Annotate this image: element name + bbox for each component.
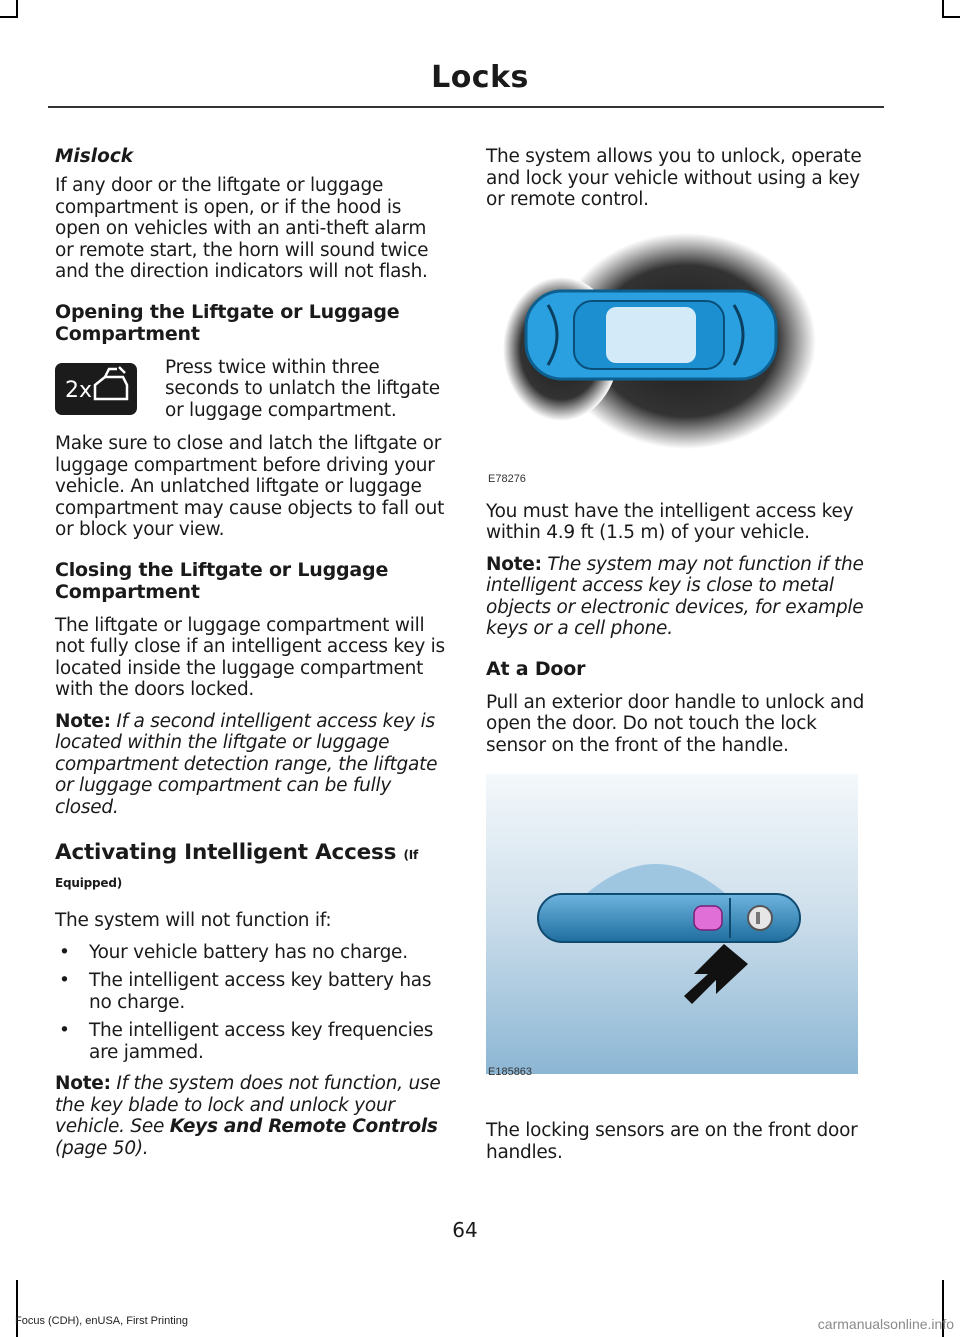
close-latch-text: Make sure to close and latch the liftgate or luggage compartment before driving your vehicle. An unlatched liftgate or luggage compartment may cause objects to fall out or block your view. xyxy=(55,433,445,540)
not-function-intro: The system will not function if: xyxy=(55,910,332,931)
note-1 xyxy=(55,711,447,819)
left-column xyxy=(55,146,447,1169)
mislock-text: If any door or the liftgate or luggage compartment is open, or if the hood is open on vehicles with an anti-theft alarm or remote start, the horn will sound twice and the direction indicators will not flash. xyxy=(55,175,429,282)
note-label: Note: xyxy=(55,1073,111,1094)
crop-mark xyxy=(0,16,18,18)
page-ref: (page 50). xyxy=(55,1137,149,1159)
car-range-illustration xyxy=(486,221,882,471)
watermark: carmanualsonline.info xyxy=(817,1316,954,1332)
note-2-text: If the system does not function, use the key blade to lock and unlock your vehicle. See xyxy=(55,1073,441,1137)
header-rule xyxy=(48,106,884,108)
door-handle-illustration xyxy=(486,774,858,1074)
right-column xyxy=(486,146,882,1173)
keys-remote-link[interactable]: Keys and Remote Controls xyxy=(169,1116,438,1137)
page-title: Locks xyxy=(431,60,529,95)
liftgate-2x-icon xyxy=(55,363,137,415)
figure-id: E185863 xyxy=(488,1066,533,1078)
note-1-text: If a second intelligent access key is located within the liftgate or luggage compartment detection range, the liftgate or luggage compartment can be fully closed. xyxy=(55,710,438,818)
page-number: 64 xyxy=(452,1218,478,1242)
crop-mark xyxy=(942,16,960,18)
list-item: • The intelligent access key battery has no charge. xyxy=(55,970,447,1013)
car-range-figure xyxy=(486,221,882,489)
note-3-text: The system may not function if the intelligent access key is close to metal objects or electronic devices, for example keys or a cell phone. xyxy=(486,553,864,639)
at-a-door-heading: At a Door xyxy=(486,657,586,680)
footer-text: Focus (CDH), enUSA, First Printing xyxy=(15,1315,188,1327)
not-function-list xyxy=(55,942,447,1064)
note-label: Note: xyxy=(55,710,111,732)
activating-heading-text: Activating Intelligent Access xyxy=(55,840,397,865)
door-handle-figure xyxy=(486,774,882,1106)
range-text: You must have the intelligent access key within 4.9 ft (1.5 m) of your vehicle. xyxy=(486,500,854,543)
press-twice-text: Press twice within three seconds to unlatch the liftgate or luggage compartment. xyxy=(165,356,440,421)
svg-text:2x: 2x xyxy=(65,377,93,403)
door-text: Pull an exterior door handle to unlock and open the door. Do not touch the lock sensor on the front of the handle. xyxy=(486,691,865,756)
sensors-text: The locking sensors are on the front door handles. xyxy=(486,1120,858,1163)
figure-id: E78276 xyxy=(488,472,526,485)
list-item: • The intelligent access key frequencies are jammed. xyxy=(55,1020,447,1063)
note-label: Note: xyxy=(486,553,542,575)
opening-liftgate-heading: Opening the Liftgate or Luggage Compartment xyxy=(55,300,400,345)
mislock-heading: Mislock xyxy=(55,146,134,167)
activating-suffix: (If Equipped) xyxy=(55,848,419,890)
list-item: • Your vehicle battery has no charge. xyxy=(55,942,447,964)
liftgate-button-row xyxy=(55,357,447,422)
system-allows-text: The system allows you to unlock, operate and lock your vehicle without using a key or remote control. xyxy=(486,146,862,210)
activating-heading xyxy=(55,840,447,896)
closing-liftgate-heading: Closing the Liftgate or Luggage Compartment xyxy=(55,558,389,603)
note-2 xyxy=(55,1073,447,1159)
closing-text: The liftgate or luggage compartment will not fully close if an intelligent access key is located inside the luggage compartment with the doors locked. xyxy=(55,614,445,700)
crop-mark xyxy=(16,1280,18,1337)
lock-sensor-icon xyxy=(694,906,722,930)
note-3 xyxy=(486,554,882,640)
